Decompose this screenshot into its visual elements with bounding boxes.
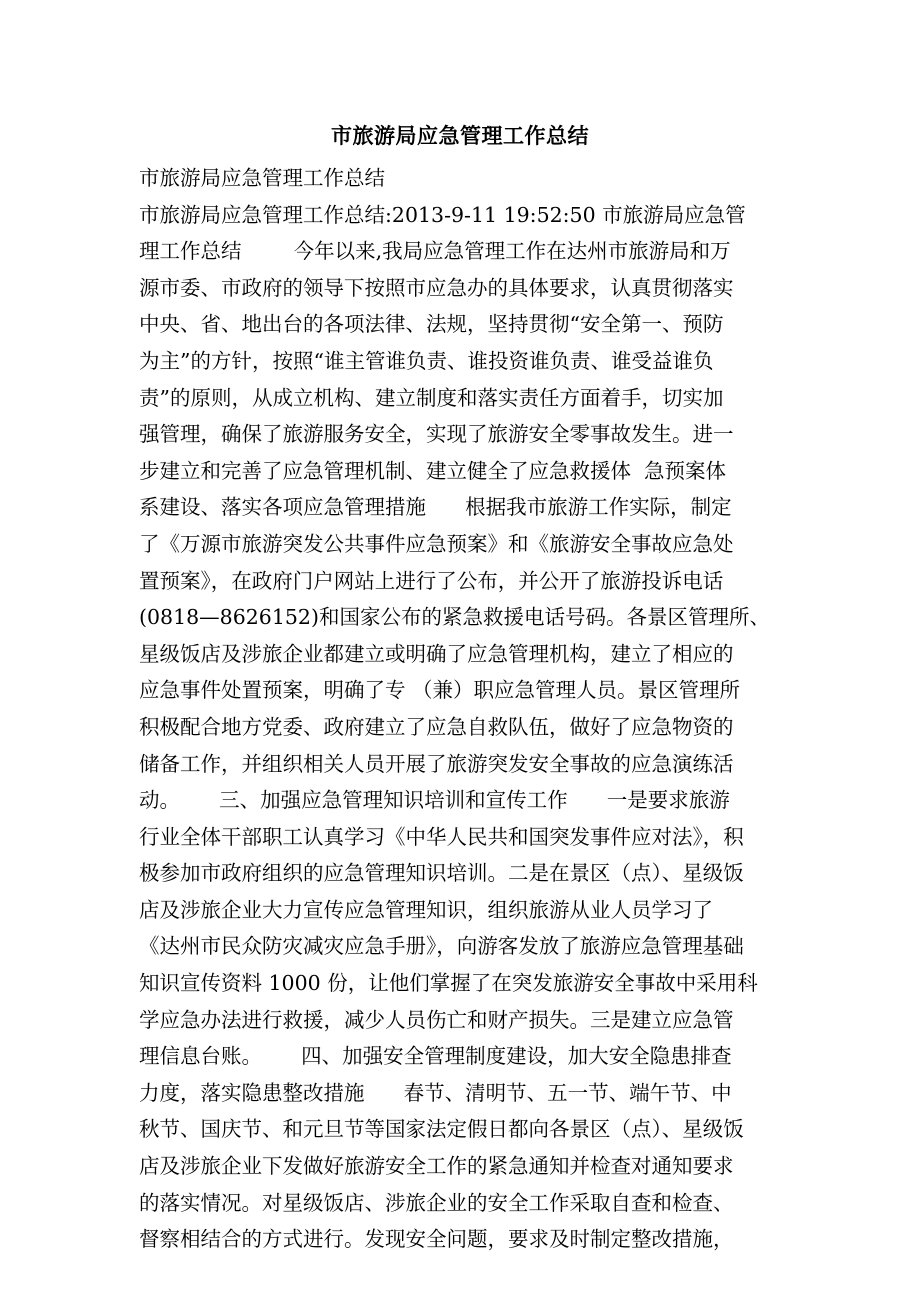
body-line: 积极配合地方党委、政府建立了应急自救队伍，做好了应急物资的 xyxy=(139,714,734,739)
body-line: 储备工作，并组织相关人员开展了旅游突发安全事故的应急演练活 xyxy=(139,751,734,776)
body-line: 店及涉旅企业下发做好旅游安全工作的紧急通知并检查对通知要求 xyxy=(139,1154,734,1179)
body-line: 应急事件处置预案，明确了专 （兼）职应急管理人员。景区管理所 xyxy=(139,678,741,703)
body-line: 学应急办法进行救援，减少人员伤亡和财产损失。三是建立应急管 xyxy=(139,1007,734,1032)
body-line: 源市委、市政府的领导下按照市应急办的具体要求，认真贯彻落实 xyxy=(139,275,734,300)
body-line: 《达州市民众防灾减灾应急手册》，向游客发放了旅游应急管理基础 xyxy=(139,934,744,959)
body-line: 力度，落实隐患整改措施 春节、清明节、五一节、端午节、中 xyxy=(139,1080,732,1105)
body-line: 知识宣传资料 1000 份，让他们掌握了在突发旅游安全事故中采用科 xyxy=(139,971,758,996)
body-line: 行业全体干部职工认真学习《中华人民共和国突发事件应对法》，积 xyxy=(139,824,744,849)
body-line: 极参加市政府组织的应急管理知识培训。二是在景区（点）、星级饭 xyxy=(139,861,744,886)
body-line: 为主”的方针，按照“谁主管谁负责、谁投资谁负责、谁受益谁负 xyxy=(139,348,714,373)
body-line: 步建立和完善了应急管理机制、建立健全了应急救援体 急预案体 xyxy=(139,458,727,483)
body-line: 责”的原则，从成立机构、建立制度和落实责任方面着手，切实加 xyxy=(139,385,724,410)
body-line: 市旅游局应急管理工作总结:2013-9-11 19:52:50 市旅游局应急管 xyxy=(139,202,746,227)
body-line: 星级饭店及涉旅企业都建立或明确了应急管理机构，建立了相应的 xyxy=(139,641,734,666)
document-body xyxy=(139,160,799,1258)
body-line: 店及涉旅企业大力宣传应急管理知识，组织旅游从业人员学习了 xyxy=(139,897,713,922)
body-line: 督察相结合的方式进行。发现安全问题，要求及时制定整改措施， xyxy=(139,1227,734,1252)
body-line: 置预案》，在政府门户网站上进行了公布，并公开了旅游投诉电话 xyxy=(139,568,724,593)
body-line: 市旅游局应急管理工作总结 xyxy=(139,166,385,190)
body-line: 中央、省、地出台的各项法律、法规，坚持贯彻“安全第一、预防 xyxy=(139,312,724,337)
body-line: 了《万源市旅游突发公共事件应急预案》和《旅游安全事故应急处 xyxy=(139,531,734,556)
body-line: 理信息台账。 四、加强安全管理制度建设，加大安全隐患排查 xyxy=(139,1044,732,1069)
body-line: 秋节、国庆节、和元旦节等国家法定假日都向各景区（点）、星级饭 xyxy=(139,1117,744,1142)
document-title: 市旅游局应急管理工作总结 xyxy=(331,124,589,148)
body-line: 强管理，确保了旅游服务安全，实现了旅游安全零事故发生。进一 xyxy=(139,422,734,447)
body-line: 系建设、落实各项应急管理措施 根据我市旅游工作实际，制定 xyxy=(139,495,732,520)
body-line: 动。 三、加强应急管理知识培训和宣传工作 一是要求旅游 xyxy=(139,788,730,813)
body-line: 理工作总结 今年以来,我局应急管理工作在达州市旅游局和万 xyxy=(139,239,731,264)
body-line: (0818—8626152)和国家公布的紧急救援电话号码。各景区管理所、 xyxy=(139,605,770,630)
body-line: 的落实情况。对星级饭店、涉旅企业的安全工作采取自查和检查、 xyxy=(139,1190,734,1215)
